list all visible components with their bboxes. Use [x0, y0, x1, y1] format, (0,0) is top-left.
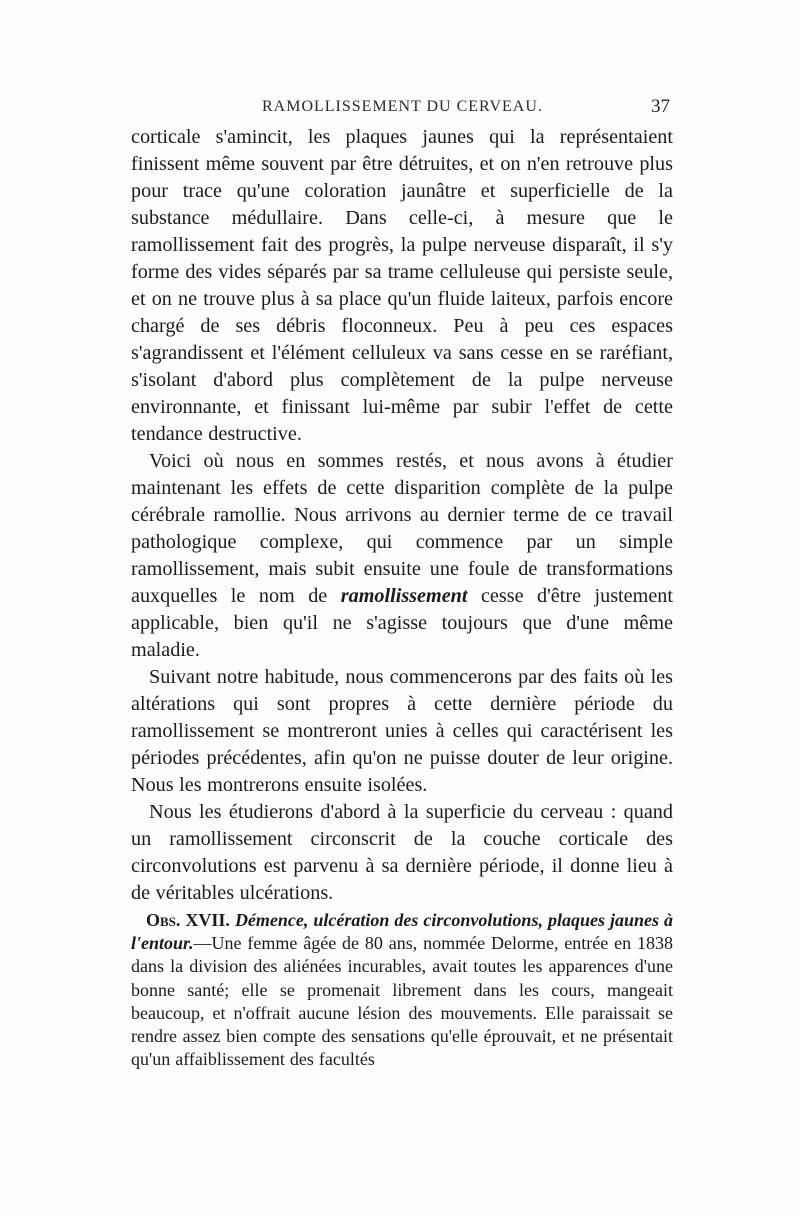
- observation-label: Obs. XVII.: [146, 910, 230, 930]
- paragraph-disparition: [131, 448, 673, 664]
- emphasized-term: ramollissement: [340, 585, 468, 607]
- paragraph-superficie: Nous les étudierons d'abord à la superficie du cerveau : quand un ramollissement circonscrit de la couche corticale des circonvolutions est parvenu à sa dernière période, il donne lieu à de véritables ulcérations.: [131, 801, 673, 904]
- observation-paragraph: [131, 909, 673, 1071]
- page-body: [131, 124, 673, 1071]
- paragraph-text-before: Voici où nous en sommes restés, et nous avons à étudier maintenant les effets de cette disparition complète de la pulpe cérébrale ramollie. Nous arrivons au dernier terme de ce travail pathologique complexe, qui commence par un simple ramollissement, mais subit ensuite une foule de transformations auxquelles le nom de: [131, 450, 673, 607]
- observation-title: Démence, ulcération des circonvolutions, plaques jaunes à l'entour.: [131, 910, 673, 954]
- running-title: RAMOLLISSEMENT DU CERVEAU.: [262, 98, 543, 115]
- observation-text: —Une femme âgée de 80 ans, nommée Delorme, entrée en 1838 dans la division des aliénées incurables, avait toutes les apparences d'une bonne santé; elle se promenait librement dans les cours, mangeait beaucoup, et n'offrait aucune lésion des mouvements. Elle paraissait se rendre assez bien compte des sensations qu'elle éprouvait, et ne présentait qu'un affaiblissement des facultés: [131, 933, 673, 1070]
- paragraph-continued: corticale s'amincit, les plaques jaunes qui la représentaient finissent même souvent par être détruites, et on n'en retrouve plus pour trace qu'une coloration jaunâtre et superficielle de la substance médullaire. Dans celle-ci, à mesure que le ramollissement fait des progrès, la pulpe nerveuse disparaît, il s'y forme des vides séparés par sa trame celluleuse qui persiste seule, et on ne trouve plus à sa place qu'un fluide laiteux, parfois encore chargé de ses débris floconneux. Peu à peu ces espaces s'agrandissent et l'élément celluleux va sans cesse en se raréfiant, s'isolant d'abord plus complètement de la pulpe nerveuse environnante, et finissant lui-même par subir l'effet de cette tendance destructive.: [131, 126, 673, 445]
- paragraph-text-after: cesse d'être justement applicable, bien qu'il ne s'agisse toujours que d'une même maladie.: [131, 585, 673, 661]
- page-header: [136, 96, 670, 122]
- page-number: 37: [651, 96, 670, 117]
- paragraph-habitude: Suivant notre habitude, nous commencerons par des faits où les altérations qui sont propres à cette dernière période du ramollissement se montreront unies à celles qui caractérisent les périodes précédentes, afin qu'on ne puisse douter de leur origine. Nous les montrerons ensuite isolées.: [131, 666, 673, 796]
